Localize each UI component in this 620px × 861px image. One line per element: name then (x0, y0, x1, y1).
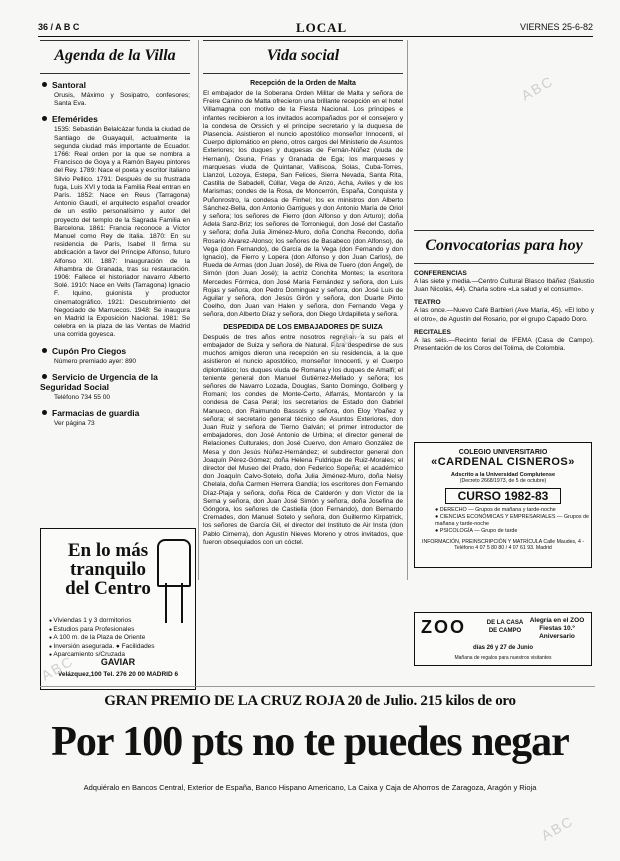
list-item: ● Viviendas 1 y 3 dormitorios (49, 617, 191, 626)
watermark-abc: ABC (38, 652, 77, 684)
street-lamp-icon (157, 539, 191, 587)
cruz-roja-headline[interactable]: GRAN PREMIO DE LA CRUZ ROJA 20 de Julio. 215 kilos de oro (104, 693, 516, 709)
cisneros-list (435, 507, 591, 535)
vida-social-column (198, 40, 408, 580)
urgencia-text: Teléfono 734 55 00 (54, 393, 111, 401)
santoral-text: Orusis, Máximo y Sosipatro, confesores; Santa Eva. (54, 92, 190, 108)
list-item: ● CIENCIAS ECONÓMICAS Y EMPRESARIALES — Grupos de mañana y tarde-noche (435, 514, 590, 527)
article-subtitle: Recepción de la Orden de Malta (250, 80, 356, 87)
teatro-text: A las once.—Nuevo Café Barbieri (Ave María, 45). «El lobo y el otro», de Agustín del Rosario, por el grupo Capado Doro. (414, 307, 594, 323)
agenda-title: Agenda de la Villa (54, 47, 176, 64)
convocatorias-title-box (414, 230, 594, 264)
agenda-column (40, 40, 190, 560)
zoo-gifts: Mañana de regalos para nuestros visitantes (454, 655, 552, 661)
cisneros-line1: COLEGIO UNIVERSITARIO (458, 449, 548, 456)
teatro-heading: TEATRO (414, 299, 441, 307)
zoo-fiestas: Alegría en el ZOO Fiestas 10.º Aniversario (529, 617, 585, 640)
gaviar-feature-list (49, 617, 191, 660)
gaviar-brand: GAVIAR (100, 657, 136, 667)
recitales-text: A las seis.—Recinto ferial de IFEMA (Casa de Campo). Presentación de los Coros del Tolima, de Colombia. (414, 336, 594, 353)
article-paragraph: Después de tres años entre nosotros regresan a su país el embajador de Suiza y señora de Natural. Para despedirse de sus muchos amigos dieron una recepción en su residencia, a la que asistieron el nuncio apostólico, monseñor Innocenti, y el Cuerpo diplomático; los duques viuda de Romana y los duques de Amalfi; el teniente general don Manuel Gutiérrez-Mellado y señora; los señores de Navarro Lozada, Douglas, Santo Domingo, Gollberg y Romani; los condes de Monte-Certo, Alfarrás, Montarcón y la condesa de Casa Peral; los secretarios de Estado don Gabriel Manueco, don Raimundo Bassols y señora, don Eloy Ybañez y señora; el secretario general técnico de Asuntos Exteriores, don Juan Ruiz y señora de Tierno Galván; el primer introductor de embajadores, don José Antonio de Urbina; el director general de Relaciones Culturales, don José Cuervo, don Amaro González de Mesa y don Jesús Núñez-Hernández; el subdirector general don Joaquín Pérez-Gómez; doña Helena Fuldrique de Ruiz-Morales; el director del Museo del Prado, don Federico Sopeña; el académico don Joaquín Calvo-Sotelo, doña Julia Jiménez-Muro, doña Nelsy Chelala, doña Carmen Herrera Gandía; los escritores don Fernando Díaz-Plaja y señora, doña Rica de Calderón y don Víctor de la Serna y señora, don Juan José Simón y señora, doña Josefina de Góngora, los señores de Castiella (don Fernando), don Bernardo Cremades, don Manuel Sotelo y señora, don Guillermo Kirpatrick, los señores de García Gil, el director del Instituto de Air Insta (don Pablo Cimerra), don Agustín Nieves Moreno y otros invitados, que fueron obsequiados con un cóctel. (203, 333, 403, 546)
issue-date: VIERNES 25-6-82 (519, 22, 593, 32)
article-subtitle: DESPEDIDA DE LOS EMBAJADORES DE SUIZA (223, 323, 383, 331)
list-item: ● Inversión asegurada. ● Facilidades (49, 643, 191, 652)
list-item: ● Aparcamiento s/Cruzada (49, 651, 191, 660)
cisneros-line3: Adscrito a la Universidad Complutense (450, 472, 556, 478)
list-item: ● DERECHO — Grupos de mañana y tarde-noche (435, 507, 556, 513)
bullet-icon (42, 82, 47, 87)
list-item: ● Estudios para Profesionales (49, 626, 191, 635)
farmacias-heading: Farmacias de guardia (40, 408, 190, 418)
recitales-heading: RECITALES (414, 328, 451, 336)
gaviar-headline: En lo más tranquilo del Centro (65, 540, 151, 599)
vida-social-title: Vida social (266, 47, 340, 64)
header-rule (38, 36, 593, 37)
page-header (38, 20, 593, 34)
cupon-text: Número premiado ayer: 890 (54, 357, 137, 365)
article-paragraph: El embajador de la Soberana Orden Militar de Malta y señora de Freire Canino de Matta ofrecieron una brillante recepción en el hotel Villamagna con motivo de la Fiesta Nacional. Los príncipes e infantes recibieron a los invitados acompañados por el consejero y la condesa de Orssich y el príncipe secretario y la duquesa de Plasencia. Asistieron el nuncio apostólico monseñor Innocenti, el Cuerpo diplomático en pleno, otros cargos del Ministerio de Asuntos Exteriores; los duques y duquesas de Fernán-Núñez (viuda de Hernani), Osuna, Frías y Granada de Ega; los marqueses y marquesas viuda de Quintanar, Valliscoa, Solas, Cuba-Torres, Llanzol, Lozoya, Estepa, San Felices, Sierra Nevada, Santa Rita, Castilla de Sabadell, Cúllar, Vega de Anzo, Acha, Aviles y de los Marismas; condes de la Rosa, de Moncerrón, España, Conquista y Puñonrostro, la condesa de Finhel; los ex ministros don Alberto Sánchez-Bella, don Antonio Garrigues y don Antonio María de Oriol y señora; los señores de Fierro (don Alfonso y don Arturo); doña Adela Sanz-Briz; los señores de Torroniegui, don José del Castaño y señora; doña Julia Jiménez-Muro, doña Concha Recondo, doña Rosario Alvarez-Alonso; los señores de Basabeco (don Alfonso), de Vega (don Fernando), de García de la Vega (don Fernando y don Ignacio), de Fierro y Lopera (don Alfonso y don Juan Carlos), de Rueda de Armas (don Juan José), de Riva de Tuero (don Ángel), de Simón (don Juan José); la actriz Conchita Montes; la escritora Mercedes Fórmica, don José María Fernández y señora, don Luis Rojas y señora, don Pedro Dominguez y señora, don José Luis de Aguilar y señora, don Jesús Girón y señora, don Duarte Pinto Coelho, don Juan van Halen y señora, don Fernando Vega y señora, don Alberto Díaz y señora, don Diego Urdapilleta y señora. (203, 90, 403, 319)
bullet-icon (42, 410, 47, 415)
cisneros-ad[interactable] (414, 442, 592, 568)
section-divider (40, 686, 595, 687)
santoral-heading: Santoral (40, 80, 190, 90)
bullet-icon (42, 374, 47, 379)
convocatorias-title: Convocatorias para hoy (425, 237, 583, 254)
conferencias-text: A las siete y media.—Centro Cultural Blasco Ibáñez (Salustio Juan Nicolás, 44). Charla sobre «La salud y el consumo». (414, 278, 594, 294)
convocatorias-column (414, 230, 594, 440)
efemerides-text: 1535: Sebastián Belalcázar funda la ciudad de Santiago de Guayaquil, actualmente la segunda ciudad más importante de Ecuador. 1766: Real orden por la que se nombra a Francisco de Goya y a Ramón Bayeu pintores del Rey. 1789: Nace el poeta y escritor italiano Silvio Pellico. 1791: Después de su frustrada fuga, Luis XVI y toda la Familia Real entran en París. 1852: Nace en Reus (Tarragona) Antonio Gaudí, el arquitecto español creador de un estilo personalísimo y autor del proyecto del templo de la Sagrada Familia en Barcelona. 1861: Francia reconoce a Víctor Manuel como Rey de Italia. 1870: En su residencia de París, Isabel II firma su abdicación a favor del Príncipe Alfonso, futuro Alfonso XII. 1887: Inauguración de la Alhambra de Granada, tras su restauración. 1906: Fallece el historiador navarro Alberto Solé. 1910: Nace en Vells (Tarragona) Ignacio F. Iquino, guionista y productor cinematográfico. 1921: Descubrimiento del Negociado de Marruecos. 1948: Se inaugura en Madrid la Exposición Nacional. 1981: Se celebra en la plaza de las Ventas de Madrid una corrida goyesca. (54, 126, 190, 339)
agenda-title-box (40, 40, 190, 74)
watermark-abc: ABC (518, 72, 557, 104)
cruz-roja-slogan[interactable]: Por 100 pts no te puedes negar (51, 719, 569, 765)
zoo-dates: días 26 y 27 de Junio (472, 645, 534, 651)
watermark-abc: ABC (328, 322, 367, 354)
watermark-abc: ABC (538, 812, 577, 844)
cruz-roja-footer: Adquiéralo en Bancos Central, Exterior de España, Banco Hispano Americano, La Caixa y Caja de Ahorros de Zaragoza, Aragón y Rioja (83, 783, 537, 792)
efemerides-heading: Efemérides (40, 114, 190, 124)
bullet-icon (42, 348, 47, 353)
page-number: 36 / A B C (38, 22, 80, 32)
farmacias-text: Ver página 73 (54, 420, 95, 428)
urgencia-heading: Servicio de Urgencia de la Seguridad Social (40, 371, 158, 392)
zoo-ad[interactable] (414, 612, 592, 666)
cisneros-curso: CURSO 1982-83 (445, 488, 561, 504)
cupon-heading: Cupón Pro Ciegos (40, 346, 190, 356)
zoo-logo: ZOO (421, 617, 466, 637)
cisneros-line4: (Decreto 2668/1973, de 5 de octubre) (459, 478, 547, 484)
zoo-location: DE LA CASA DE CAMPO (486, 620, 524, 634)
vida-social-title-box (203, 40, 403, 74)
gaviar-address: Velázquez,100 Tel. 276 20 00 MADRID 6 (57, 671, 179, 678)
bullet-icon (42, 116, 47, 121)
list-item: ● PSICOLOGÍA — Grupo de tarde (435, 528, 518, 534)
conferencias-heading: CONFERENCIAS (414, 270, 467, 277)
section-title: LOCAL (296, 20, 348, 35)
list-item: ● A 100 m. de la Plaza de Oriente (49, 634, 191, 643)
cisneros-footer: INFORMACIÓN, PREINSCRIPCIÓN Y MATRÍCULA Calle Maudes, 4 - Teléfono 4 07 5 80 80 / 4 07 61 93. Madrid (422, 539, 584, 551)
cisneros-line2: «CARDENAL CISNEROS» (431, 456, 575, 468)
